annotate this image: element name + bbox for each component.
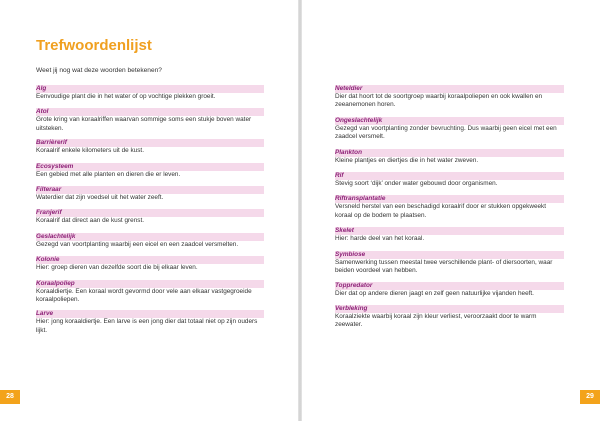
glossary-term: Ongeslachtelijk <box>335 116 383 124</box>
glossary-entry <box>36 256 264 272</box>
glossary-definition: Samenwerking tussen meestal twee verschillende plant- of diersoorten, waar beiden voordeel van hebben. <box>335 258 553 275</box>
glossary-term: Franjerif <box>36 209 62 217</box>
glossary-list-left <box>36 85 264 335</box>
glossary-entry <box>36 85 264 101</box>
glossary-list-right <box>335 85 564 330</box>
glossary-term: Neteldier <box>335 85 363 92</box>
glossary-term: Barrièrerif <box>36 139 67 147</box>
glossary-entry <box>36 233 264 249</box>
glossary-definition: Eenvoudige plant die in het water of op vochtige plekken groeit. <box>36 93 216 100</box>
glossary-term: Plankton <box>335 148 362 156</box>
term-bar <box>335 85 564 93</box>
glossary-definition: Gezegd van voortplanting zonder bevruchting. Dus waarbij geen eicel met een zaadcel versmelt. <box>335 124 557 141</box>
glossary-definition: Dier dat op andere dieren jaagt en zelf geen natuurlijke vijanden heeft. <box>335 290 534 298</box>
term-bar <box>335 172 564 180</box>
glossary-term: Skelet <box>335 227 354 235</box>
glossary-term: Kolonie <box>36 256 60 264</box>
right-page <box>302 0 600 421</box>
glossary-term: Geslachtelijk <box>36 232 76 240</box>
term-bar <box>335 149 564 157</box>
glossary-definition: Versneld herstel van een beschadigd koraalrif door er stukken opgekweekt koraal op de bodem te plaatsen. <box>335 203 547 219</box>
term-bar <box>335 195 564 203</box>
term-bar <box>36 256 264 264</box>
glossary-definition: Waterdier dat zijn voedsel uit het water zeeft. <box>36 194 164 202</box>
term-bar <box>36 85 264 93</box>
glossary-definition: Stevig soort ‘dijk’ onder water gebouwd door organismen. <box>335 180 498 188</box>
glossary-entry <box>335 195 564 220</box>
glossary-entry <box>335 282 564 298</box>
glossary-term: Symbiose <box>335 250 366 258</box>
glossary-term: Rif <box>335 172 344 180</box>
term-bar <box>36 139 264 147</box>
page-title: Trefwoordenlijst <box>36 37 152 54</box>
glossary-entry <box>36 280 264 305</box>
page-number: 29 <box>580 390 600 404</box>
glossary-definition: Gezegd van voortplanting waarbij een eicel en een zaadcel versmelten. <box>36 240 239 248</box>
term-bar <box>335 117 564 125</box>
term-bar <box>36 108 264 116</box>
glossary-entry <box>335 251 564 276</box>
glossary-term: Atol <box>36 108 49 116</box>
glossary-entry <box>36 163 264 179</box>
glossary-term: Larve <box>36 310 54 318</box>
glossary-entry <box>335 117 564 142</box>
term-bar <box>36 163 264 171</box>
glossary-definition: Koraalrif enkele kilometers uit de kust. <box>36 147 144 155</box>
term-bar <box>36 233 264 241</box>
glossary-definition: Dier dat hoort tot de soortgroep waarbij koraalpoliepen en ook kwallen en zeeanemonen horen. <box>335 93 543 109</box>
glossary-entry <box>335 227 564 243</box>
glossary-entry <box>36 108 264 133</box>
glossary-entry <box>36 139 264 155</box>
glossary-term: Riftransplantatie <box>335 195 386 203</box>
glossary-term: Verbleking <box>335 304 368 312</box>
page-number: 28 <box>0 390 20 404</box>
glossary-term: Toppredator <box>335 282 373 290</box>
glossary-entry <box>335 172 564 188</box>
glossary-term: Filteraar <box>36 186 62 194</box>
intro-text: Weet jij nog wat deze woorden betekenen? <box>36 67 162 74</box>
glossary-term: Alg <box>36 85 47 92</box>
glossary-term: Ecosysteem <box>36 162 74 170</box>
glossary-definition: Koraaldiertje. Een koraal wordt gevormd door vele aan elkaar vastgegroeide koraalpoliepen. <box>36 287 252 304</box>
glossary-definition: Grote kring van koraalriffen waarvan sommige soms een stukje boven water uitsteken. <box>36 116 252 132</box>
glossary-definition: Hier: groep dieren van dezelfde soort die bij elkaar leven. <box>36 264 198 272</box>
term-bar <box>335 305 564 313</box>
left-page <box>0 0 298 421</box>
glossary-definition: Koraalrif dat direct aan de kust grenst. <box>36 217 144 225</box>
glossary-entry <box>335 305 564 330</box>
glossary-definition: Koraalziekte waarbij koraal zijn kleur verliest, veroorzaakt door te warm zeewater. <box>335 312 537 329</box>
term-bar <box>335 227 564 235</box>
term-bar <box>36 186 264 194</box>
term-bar <box>36 209 264 217</box>
glossary-entry <box>36 186 264 202</box>
glossary-term: Koraalpoliep <box>36 279 75 287</box>
term-bar <box>36 310 264 318</box>
glossary-entry <box>335 149 564 165</box>
glossary-definition: Hier: harde deel van het koraal. <box>335 235 425 243</box>
term-bar <box>335 251 564 259</box>
term-bar <box>335 282 564 290</box>
glossary-entry <box>36 209 264 225</box>
glossary-entry <box>335 85 564 110</box>
glossary-definition: Hier: jong koraaldiertje. Een larve is een jong dier dat totaal niet op zijn ouders lijkt. <box>36 318 258 334</box>
glossary-definition: Een gebied met alle planten en dieren die er leven. <box>36 170 181 178</box>
term-bar <box>36 280 264 288</box>
glossary-definition: Kleine plantjes en diertjes die in het water zweven. <box>335 156 479 164</box>
glossary-entry <box>36 310 264 335</box>
